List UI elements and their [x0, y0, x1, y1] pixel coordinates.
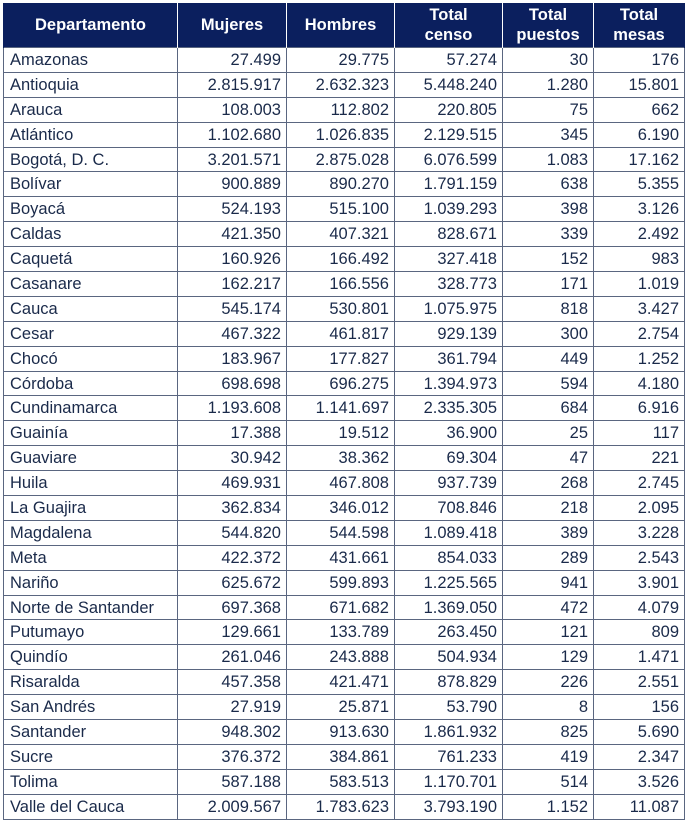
cell-total-censo: 3.793.190: [395, 794, 503, 819]
cell-hombres: 243.888: [287, 645, 395, 670]
cell-mujeres: 129.661: [178, 620, 287, 645]
cell-hombres: 29.775: [287, 48, 395, 73]
cell-total-censo: 5.448.240: [395, 72, 503, 97]
cell-total-puestos: 825: [503, 720, 594, 745]
header-line: Total: [528, 6, 568, 24]
header-departamento: [4, 3, 178, 48]
cell-total-mesas: 983: [594, 247, 685, 272]
table-row: [4, 346, 685, 371]
cell-mujeres: 421.350: [178, 222, 287, 247]
cell-total-censo: 937.739: [395, 471, 503, 496]
table-row: [4, 172, 685, 197]
cell-mujeres: 261.046: [178, 645, 287, 670]
cell-mujeres: 3.201.571: [178, 147, 287, 172]
header-line: puestos: [516, 26, 580, 44]
cell-mujeres: 108.003: [178, 97, 287, 122]
cell-total-censo: 6.076.599: [395, 147, 503, 172]
cell-total-puestos: 594: [503, 371, 594, 396]
cell-total-mesas: 4.079: [594, 595, 685, 620]
census-table: [3, 3, 685, 820]
cell-hombres: 166.492: [287, 247, 395, 272]
cell-departamento: Chocó: [4, 346, 178, 371]
header-line: Total: [619, 6, 659, 24]
header-line: Total: [429, 6, 468, 24]
table-container: [3, 3, 685, 820]
cell-hombres: 384.861: [287, 744, 395, 769]
cell-departamento: Santander: [4, 720, 178, 745]
cell-total-puestos: 25: [503, 421, 594, 446]
cell-total-mesas: 3.901: [594, 570, 685, 595]
cell-total-mesas: 176: [594, 48, 685, 73]
cell-total-mesas: 2.551: [594, 670, 685, 695]
cell-total-censo: 1.170.701: [395, 769, 503, 794]
cell-total-mesas: 2.543: [594, 545, 685, 570]
cell-hombres: 890.270: [287, 172, 395, 197]
table-row: [4, 744, 685, 769]
cell-total-mesas: 156: [594, 695, 685, 720]
cell-departamento: Magdalena: [4, 520, 178, 545]
cell-hombres: 177.827: [287, 346, 395, 371]
cell-total-puestos: 818: [503, 296, 594, 321]
cell-hombres: 2.875.028: [287, 147, 395, 172]
header-line: Departamento: [35, 16, 146, 34]
cell-total-puestos: 1.152: [503, 794, 594, 819]
table-row: [4, 247, 685, 272]
cell-departamento: Risaralda: [4, 670, 178, 695]
cell-hombres: 112.802: [287, 97, 395, 122]
header-total-censo: [395, 3, 503, 48]
cell-total-mesas: 11.087: [594, 794, 685, 819]
cell-total-censo: 2.129.515: [395, 122, 503, 147]
cell-mujeres: 422.372: [178, 545, 287, 570]
cell-total-puestos: 129: [503, 645, 594, 670]
cell-hombres: 544.598: [287, 520, 395, 545]
cell-total-censo: 929.139: [395, 321, 503, 346]
cell-total-mesas: 117: [594, 421, 685, 446]
cell-mujeres: 27.499: [178, 48, 287, 73]
cell-total-puestos: 152: [503, 247, 594, 272]
cell-departamento: La Guajira: [4, 496, 178, 521]
table-row: [4, 321, 685, 346]
table-row: [4, 272, 685, 297]
cell-total-mesas: 4.180: [594, 371, 685, 396]
cell-total-puestos: 75: [503, 97, 594, 122]
cell-mujeres: 545.174: [178, 296, 287, 321]
cell-total-mesas: 3.228: [594, 520, 685, 545]
header-total-mesas: [594, 3, 685, 48]
table-row: [4, 72, 685, 97]
cell-total-puestos: 30: [503, 48, 594, 73]
cell-total-puestos: 449: [503, 346, 594, 371]
header-mujeres: [178, 3, 287, 48]
cell-departamento: Huila: [4, 471, 178, 496]
table-row: [4, 421, 685, 446]
cell-hombres: 530.801: [287, 296, 395, 321]
header-row: [4, 3, 685, 48]
cell-hombres: 166.556: [287, 272, 395, 297]
cell-mujeres: 587.188: [178, 769, 287, 794]
cell-hombres: 133.789: [287, 620, 395, 645]
cell-total-censo: 1.089.418: [395, 520, 503, 545]
cell-departamento: Putumayo: [4, 620, 178, 645]
cell-total-censo: 327.418: [395, 247, 503, 272]
header-line: mesas: [613, 26, 665, 44]
cell-total-mesas: 2.492: [594, 222, 685, 247]
cell-total-puestos: 47: [503, 446, 594, 471]
cell-mujeres: 17.388: [178, 421, 287, 446]
cell-mujeres: 544.820: [178, 520, 287, 545]
cell-total-puestos: 472: [503, 595, 594, 620]
table-row: [4, 122, 685, 147]
cell-total-puestos: 289: [503, 545, 594, 570]
cell-departamento: Cundinamarca: [4, 396, 178, 421]
cell-departamento: Antioquia: [4, 72, 178, 97]
cell-mujeres: 2.815.917: [178, 72, 287, 97]
cell-departamento: Valle del Cauca: [4, 794, 178, 819]
table-header: [4, 3, 685, 48]
header-line: Hombres: [304, 16, 377, 34]
cell-total-censo: 1.225.565: [395, 570, 503, 595]
cell-total-puestos: 1.083: [503, 147, 594, 172]
cell-total-mesas: 15.801: [594, 72, 685, 97]
cell-total-mesas: 2.347: [594, 744, 685, 769]
cell-total-mesas: 1.471: [594, 645, 685, 670]
cell-hombres: 913.630: [287, 720, 395, 745]
cell-total-puestos: 8: [503, 695, 594, 720]
cell-hombres: 38.362: [287, 446, 395, 471]
cell-total-puestos: 638: [503, 172, 594, 197]
table-row: [4, 296, 685, 321]
cell-hombres: 696.275: [287, 371, 395, 396]
cell-mujeres: 948.302: [178, 720, 287, 745]
cell-hombres: 1.783.623: [287, 794, 395, 819]
cell-departamento: Guainía: [4, 421, 178, 446]
cell-mujeres: 900.889: [178, 172, 287, 197]
cell-mujeres: 162.217: [178, 272, 287, 297]
cell-departamento: Norte de Santander: [4, 595, 178, 620]
cell-total-puestos: 171: [503, 272, 594, 297]
header-line: Mujeres: [200, 16, 264, 34]
table-row: [4, 396, 685, 421]
table-row: [4, 48, 685, 73]
cell-total-censo: 2.335.305: [395, 396, 503, 421]
cell-hombres: 421.471: [287, 670, 395, 695]
cell-total-mesas: 1.019: [594, 272, 685, 297]
cell-total-mesas: 6.916: [594, 396, 685, 421]
cell-departamento: Sucre: [4, 744, 178, 769]
cell-total-censo: 854.033: [395, 545, 503, 570]
cell-total-mesas: 6.190: [594, 122, 685, 147]
cell-total-censo: 1.791.159: [395, 172, 503, 197]
table-row: [4, 670, 685, 695]
cell-total-puestos: 218: [503, 496, 594, 521]
cell-total-mesas: 221: [594, 446, 685, 471]
cell-total-censo: 504.934: [395, 645, 503, 670]
cell-hombres: 599.893: [287, 570, 395, 595]
cell-total-censo: 1.861.932: [395, 720, 503, 745]
table-row: [4, 97, 685, 122]
cell-total-censo: 69.304: [395, 446, 503, 471]
cell-total-censo: 708.846: [395, 496, 503, 521]
cell-mujeres: 469.931: [178, 471, 287, 496]
cell-mujeres: 160.926: [178, 247, 287, 272]
cell-total-mesas: 2.095: [594, 496, 685, 521]
cell-total-censo: 761.233: [395, 744, 503, 769]
cell-total-puestos: 941: [503, 570, 594, 595]
cell-hombres: 19.512: [287, 421, 395, 446]
cell-total-mesas: 2.754: [594, 321, 685, 346]
header-total-puestos: [503, 3, 594, 48]
cell-departamento: Córdoba: [4, 371, 178, 396]
cell-mujeres: 467.322: [178, 321, 287, 346]
table-row: [4, 496, 685, 521]
cell-total-mesas: 3.526: [594, 769, 685, 794]
cell-hombres: 407.321: [287, 222, 395, 247]
cell-mujeres: 625.672: [178, 570, 287, 595]
cell-mujeres: 457.358: [178, 670, 287, 695]
cell-total-puestos: 268: [503, 471, 594, 496]
cell-departamento: Casanare: [4, 272, 178, 297]
cell-total-mesas: 2.745: [594, 471, 685, 496]
cell-total-puestos: 419: [503, 744, 594, 769]
table-row: [4, 222, 685, 247]
cell-hombres: 1.141.697: [287, 396, 395, 421]
table-row: [4, 794, 685, 819]
header-line: censo: [424, 26, 473, 44]
cell-departamento: Arauca: [4, 97, 178, 122]
cell-total-censo: 1.394.973: [395, 371, 503, 396]
cell-mujeres: 1.102.680: [178, 122, 287, 147]
cell-total-censo: 53.790: [395, 695, 503, 720]
table-row: [4, 595, 685, 620]
cell-departamento: Meta: [4, 545, 178, 570]
cell-total-mesas: 5.355: [594, 172, 685, 197]
cell-hombres: 671.682: [287, 595, 395, 620]
cell-total-mesas: 809: [594, 620, 685, 645]
table-row: [4, 197, 685, 222]
cell-hombres: 431.661: [287, 545, 395, 570]
cell-total-puestos: 345: [503, 122, 594, 147]
cell-total-censo: 1.075.975: [395, 296, 503, 321]
cell-total-censo: 361.794: [395, 346, 503, 371]
cell-total-censo: 1.039.293: [395, 197, 503, 222]
table-row: [4, 471, 685, 496]
table-row: [4, 620, 685, 645]
cell-mujeres: 697.368: [178, 595, 287, 620]
cell-total-censo: 220.805: [395, 97, 503, 122]
cell-total-censo: 1.369.050: [395, 595, 503, 620]
table-row: [4, 446, 685, 471]
cell-mujeres: 30.942: [178, 446, 287, 471]
table-row: [4, 769, 685, 794]
cell-departamento: Caquetá: [4, 247, 178, 272]
cell-mujeres: 1.193.608: [178, 396, 287, 421]
cell-total-censo: 36.900: [395, 421, 503, 446]
cell-departamento: Atlántico: [4, 122, 178, 147]
cell-departamento: Caldas: [4, 222, 178, 247]
cell-departamento: Quindío: [4, 645, 178, 670]
table-row: [4, 570, 685, 595]
cell-total-censo: 263.450: [395, 620, 503, 645]
cell-total-censo: 878.829: [395, 670, 503, 695]
table-row: [4, 520, 685, 545]
cell-departamento: Boyacá: [4, 197, 178, 222]
cell-departamento: San Andrés: [4, 695, 178, 720]
cell-mujeres: 2.009.567: [178, 794, 287, 819]
table-row: [4, 645, 685, 670]
cell-mujeres: 183.967: [178, 346, 287, 371]
cell-total-censo: 328.773: [395, 272, 503, 297]
cell-total-puestos: 226: [503, 670, 594, 695]
cell-departamento: Guaviare: [4, 446, 178, 471]
cell-mujeres: 376.372: [178, 744, 287, 769]
cell-total-puestos: 514: [503, 769, 594, 794]
cell-total-mesas: 17.162: [594, 147, 685, 172]
cell-total-mesas: 3.126: [594, 197, 685, 222]
cell-hombres: 346.012: [287, 496, 395, 521]
cell-mujeres: 27.919: [178, 695, 287, 720]
cell-total-mesas: 3.427: [594, 296, 685, 321]
cell-mujeres: 362.834: [178, 496, 287, 521]
cell-total-mesas: 662: [594, 97, 685, 122]
header-hombres: [287, 3, 395, 48]
cell-hombres: 515.100: [287, 197, 395, 222]
cell-hombres: 25.871: [287, 695, 395, 720]
cell-hombres: 461.817: [287, 321, 395, 346]
cell-total-puestos: 684: [503, 396, 594, 421]
cell-total-mesas: 1.252: [594, 346, 685, 371]
cell-departamento: Bogotá, D. C.: [4, 147, 178, 172]
cell-total-censo: 57.274: [395, 48, 503, 73]
cell-mujeres: 698.698: [178, 371, 287, 396]
table-row: [4, 720, 685, 745]
cell-total-puestos: 300: [503, 321, 594, 346]
cell-total-censo: 828.671: [395, 222, 503, 247]
cell-hombres: 467.808: [287, 471, 395, 496]
table-row: [4, 695, 685, 720]
table-row: [4, 545, 685, 570]
cell-departamento: Bolívar: [4, 172, 178, 197]
cell-departamento: Tolima: [4, 769, 178, 794]
cell-hombres: 583.513: [287, 769, 395, 794]
cell-departamento: Cesar: [4, 321, 178, 346]
table-row: [4, 371, 685, 396]
cell-total-puestos: 339: [503, 222, 594, 247]
cell-mujeres: 524.193: [178, 197, 287, 222]
table-row: [4, 147, 685, 172]
cell-total-puestos: 121: [503, 620, 594, 645]
cell-total-puestos: 1.280: [503, 72, 594, 97]
cell-departamento: Cauca: [4, 296, 178, 321]
cell-hombres: 1.026.835: [287, 122, 395, 147]
cell-total-puestos: 398: [503, 197, 594, 222]
cell-total-puestos: 389: [503, 520, 594, 545]
cell-hombres: 2.632.323: [287, 72, 395, 97]
table-body: [4, 48, 685, 820]
cell-total-mesas: 5.690: [594, 720, 685, 745]
cell-departamento: Nariño: [4, 570, 178, 595]
cell-departamento: Amazonas: [4, 48, 178, 73]
